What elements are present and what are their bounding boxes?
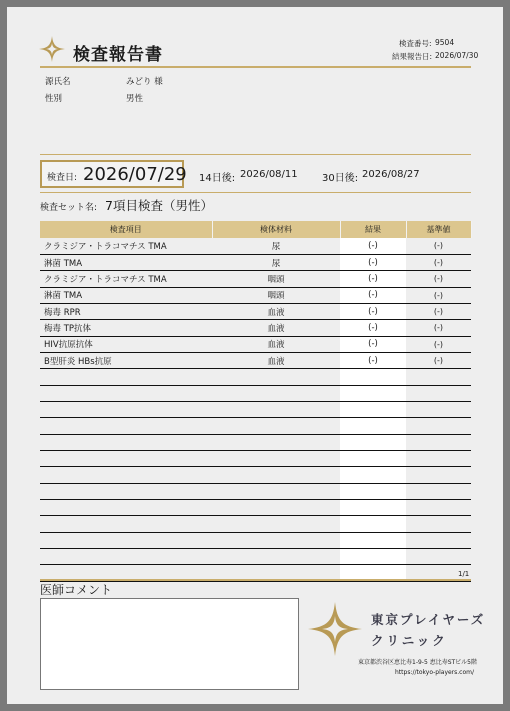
table-row xyxy=(40,336,471,352)
empty-row xyxy=(40,450,471,466)
cell-test-item xyxy=(40,467,212,483)
day30-label: 30日後: xyxy=(322,173,359,184)
cell-test-item: B型肝炎 HBs抗原 xyxy=(40,352,212,368)
cell-test-item xyxy=(40,401,212,417)
cell-reference xyxy=(406,434,471,450)
cell-test-item xyxy=(40,369,212,385)
cell-reference xyxy=(406,483,471,499)
cell-specimen: 血液 xyxy=(212,336,340,352)
cell-reference xyxy=(406,369,471,385)
exam-date: 2026/07/29 xyxy=(83,164,187,185)
cell-reference: (-) xyxy=(406,238,471,254)
day30-date: 2026/08/27 xyxy=(362,169,420,180)
cell-reference xyxy=(406,418,471,434)
sex-label: 性別 xyxy=(45,94,63,104)
cell-specimen xyxy=(212,549,340,565)
cell-test-item xyxy=(40,450,212,466)
cell-specimen xyxy=(212,369,340,385)
cell-test-item xyxy=(40,483,212,499)
cell-result: (-) xyxy=(340,238,406,254)
cell-reference xyxy=(406,549,471,565)
header-divider xyxy=(40,66,471,68)
empty-row xyxy=(40,385,471,401)
patient-name: みどり 様 xyxy=(126,77,163,87)
cell-result xyxy=(340,450,406,466)
clinic-address: 東京都渋谷区恵比寿1-9-5 恵比寿STビル5階 xyxy=(358,659,477,666)
exam-date-box xyxy=(40,160,187,188)
cell-specimen xyxy=(212,401,340,417)
day14-date: 2026/08/11 xyxy=(240,169,298,180)
cell-reference xyxy=(406,467,471,483)
empty-row xyxy=(40,500,471,516)
clinic-name-line2: クリニック xyxy=(371,633,448,648)
cell-test-item xyxy=(40,385,212,401)
cell-test-item: 梅毒 TP抗体 xyxy=(40,320,212,336)
cell-result: (-) xyxy=(340,271,406,287)
cell-test-item xyxy=(40,516,212,532)
cell-test-item: 淋菌 TMA xyxy=(40,254,212,270)
page-title: 検査報告書 xyxy=(73,45,163,65)
empty-row xyxy=(40,516,471,532)
cell-result: (-) xyxy=(340,287,406,303)
cell-result: (-) xyxy=(340,352,406,368)
table-row xyxy=(40,287,471,303)
set-name: 7項目検査（男性） xyxy=(105,198,213,213)
cell-result: (-) xyxy=(340,336,406,352)
report-date: 2026/07/30 xyxy=(435,51,479,60)
empty-row xyxy=(40,434,471,450)
cell-specimen xyxy=(212,483,340,499)
cell-test-item xyxy=(40,532,212,548)
cell-result xyxy=(340,418,406,434)
cell-test-item: HIV抗原抗体 xyxy=(40,336,212,352)
table-row xyxy=(40,320,471,336)
cell-specimen: 血液 xyxy=(212,320,340,336)
table-row xyxy=(40,238,471,254)
dates-bottom-divider xyxy=(40,192,471,193)
sparkle-icon xyxy=(39,36,65,62)
cell-result xyxy=(340,434,406,450)
cell-reference xyxy=(406,500,471,516)
cell-specimen xyxy=(212,418,340,434)
cell-specimen xyxy=(212,500,340,516)
header-result: 結果 xyxy=(340,221,406,238)
cell-specimen xyxy=(212,385,340,401)
cell-reference: (-) xyxy=(406,336,471,352)
clinic-sparkle-icon xyxy=(308,602,362,656)
cell-test-item xyxy=(40,418,212,434)
cell-result xyxy=(340,401,406,417)
empty-row xyxy=(40,369,471,385)
cell-result xyxy=(340,500,406,516)
cell-specimen xyxy=(212,467,340,483)
day14-label: 14日後: xyxy=(199,173,236,184)
empty-row xyxy=(40,401,471,417)
cell-reference: (-) xyxy=(406,287,471,303)
empty-row xyxy=(40,483,471,499)
clinic-name-line1: 東京プレイヤーズ xyxy=(371,612,486,627)
cell-reference: (-) xyxy=(406,320,471,336)
cell-reference xyxy=(406,516,471,532)
cell-specimen xyxy=(212,434,340,450)
report-date-label: 結果報告日: xyxy=(392,52,433,61)
empty-row xyxy=(40,549,471,565)
cell-specimen xyxy=(212,532,340,548)
cell-result xyxy=(340,516,406,532)
table-row xyxy=(40,271,471,287)
cell-result xyxy=(340,549,406,565)
empty-row xyxy=(40,532,471,548)
header-reference: 基準値 xyxy=(406,221,471,238)
comment-box xyxy=(40,598,299,690)
patient-sex: 男性 xyxy=(126,94,144,104)
cell-reference xyxy=(406,450,471,466)
table-header-row xyxy=(40,221,471,238)
cell-test-item: クラミジア・トラコマチス TMA xyxy=(40,271,212,287)
cell-result xyxy=(340,369,406,385)
cell-result: (-) xyxy=(340,303,406,319)
table-row xyxy=(40,303,471,319)
cell-reference: (-) xyxy=(406,352,471,368)
cell-result xyxy=(340,483,406,499)
cell-result xyxy=(340,467,406,483)
table-row xyxy=(40,254,471,270)
cell-specimen: 血液 xyxy=(212,303,340,319)
cell-result xyxy=(340,385,406,401)
exam-date-label: 検査日: xyxy=(47,173,78,183)
cell-specimen: 血液 xyxy=(212,352,340,368)
report-page xyxy=(7,7,503,704)
cell-reference: (-) xyxy=(406,254,471,270)
dates-top-divider xyxy=(40,154,471,155)
cell-test-item xyxy=(40,434,212,450)
comment-title: 医師コメント xyxy=(40,583,113,597)
results-table xyxy=(40,221,472,582)
table-row xyxy=(40,352,471,368)
exam-number-label: 検査番号: xyxy=(399,39,432,48)
cell-test-item: 淋菌 TMA xyxy=(40,287,212,303)
cell-test-item xyxy=(40,500,212,516)
cell-specimen: 尿 xyxy=(212,254,340,270)
cell-specimen xyxy=(212,450,340,466)
cell-specimen: 咽頭 xyxy=(212,287,340,303)
cell-result xyxy=(340,532,406,548)
cell-specimen: 咽頭 xyxy=(212,271,340,287)
header-test-item: 検査項目 xyxy=(40,221,212,238)
cell-test-item: 梅毒 RPR xyxy=(40,303,212,319)
cell-specimen xyxy=(212,516,340,532)
cell-specimen: 尿 xyxy=(212,238,340,254)
cell-test-item xyxy=(40,549,212,565)
cell-reference xyxy=(406,532,471,548)
clinic-url[interactable]: https://tokyo-players.com/ xyxy=(395,669,475,676)
cell-reference: (-) xyxy=(406,271,471,287)
page-number: 1/1 xyxy=(458,570,470,578)
cell-reference xyxy=(406,401,471,417)
empty-row xyxy=(40,467,471,483)
set-label: 検査セット名: xyxy=(40,203,98,213)
exam-number: 9504 xyxy=(435,38,455,47)
cell-result: (-) xyxy=(340,320,406,336)
cell-test-item: クラミジア・トラコマチス TMA xyxy=(40,238,212,254)
cell-result: (-) xyxy=(340,254,406,270)
name-label: 源氏名 xyxy=(45,77,71,87)
cell-reference: (-) xyxy=(406,303,471,319)
empty-row xyxy=(40,418,471,434)
header-specimen: 検体材料 xyxy=(212,221,340,238)
cell-reference xyxy=(406,385,471,401)
